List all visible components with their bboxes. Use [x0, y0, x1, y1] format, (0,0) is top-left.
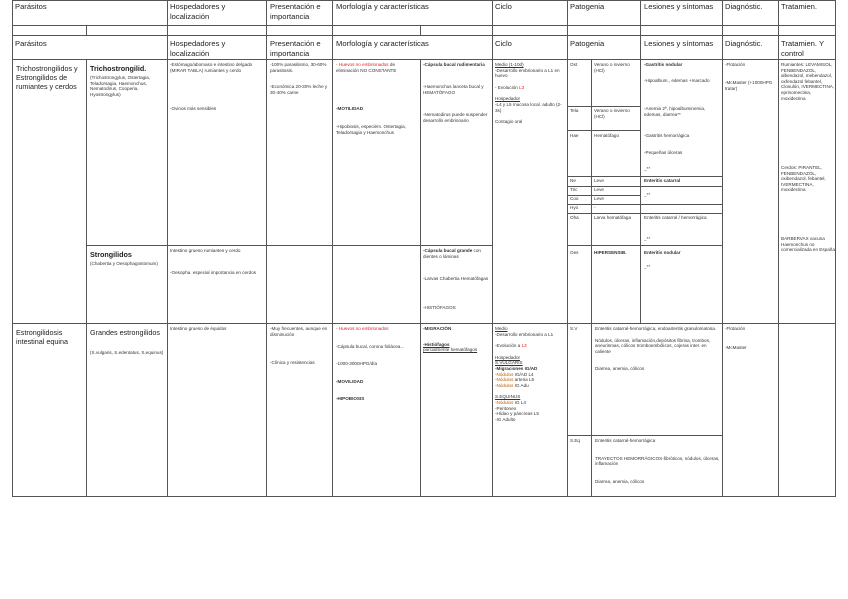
path-key-7: Oha — [570, 215, 579, 220]
header-patogenia: Patogenia — [570, 2, 605, 11]
group-trichostrongilidos: Trichostrongilidos y Estrongilidos de rumiantes y cerdos — [16, 64, 78, 91]
strong-host1: Intestino grueso rumiantes y cerdo — [170, 248, 241, 253]
path-val-4: Leve — [594, 187, 604, 192]
trich-pres1: -100% parasitismo, 30-60% parasitosis. — [270, 62, 327, 73]
header2-diagnostico: Diagnóstic. — [725, 39, 763, 48]
trich-host2: -Ovinos más sensibles — [170, 106, 217, 111]
path-val-7: Larva hematófaga — [594, 215, 632, 220]
header2-lesiones: Lesiones y síntomas — [644, 39, 714, 48]
path-val-6: - — [594, 205, 596, 210]
path-val-0: Verano o invierno (HCl) — [594, 62, 630, 73]
header2-parasitos: Parásitos — [15, 39, 47, 48]
path-val-3: Leve — [594, 178, 604, 183]
trich-nematodirus: -Nematodirus puede suspender desarrollo embrionario — [423, 112, 488, 123]
path-key-8: Oes — [570, 250, 579, 255]
header-hospedadores: Hospedadores y localización — [170, 2, 226, 21]
diag1-flotacion: -Flotación — [725, 62, 746, 67]
strong-title: Strongilidos — [90, 250, 132, 259]
patog-sv: S.V — [570, 326, 578, 331]
treat-cerdos: Cerdos: PIRANTEL, FENBENDAZOL, oxibendazol, febantel, IVERMECTINA, moxidectina — [781, 165, 826, 193]
header2-morfologia: Morfología y características — [336, 39, 429, 48]
header2-patogenia: Patogenia — [570, 39, 605, 48]
equina-title: Grandes estrongilidos — [90, 328, 160, 337]
path-key-3: Ne — [570, 178, 576, 183]
diag2-flotacion: -Flotación — [725, 326, 746, 331]
group-equina: Estrongilidosis intestinal equina — [16, 328, 68, 346]
lesion-5: -Pequeñas úlceras — [644, 150, 683, 155]
path-val-2: Hematófago — [594, 133, 620, 138]
lesiones-seq: Enteritis catarral-hemorrágica TRAYECTOS HEMORRÁGICOS-fibróticos, nódulos, úlceras, inflamación Diarrea, anemia, cólicos — [595, 438, 720, 484]
equina-migracion: -MIGRACIÓN -Histiófagos parcialmente hematófagos — [423, 326, 478, 353]
diag1-mcmaster: -McMaster (+1000HPG tratar) — [725, 80, 773, 91]
path-val-8: HIPERSENSIB. — [594, 250, 627, 255]
treat-barbervax: BARBERVAX vacuna Haemonchus no comercializada en España — [781, 236, 835, 253]
path-key-6: Hyo — [570, 205, 579, 210]
strong-host2: -Oesopha. especial importancia en cerdos — [170, 270, 257, 275]
header2-tratamiento: Tratamien. Y control — [781, 39, 824, 58]
strong-larvas: -Larvas Chabertia Hematófagas — [423, 276, 489, 281]
equina-pres2: -Clínica y resistencias — [270, 360, 315, 365]
equina-host: Intestino grueso de équidos — [170, 326, 227, 331]
lesion-2: -Hipoalbum., edemas +marcado — [644, 78, 710, 83]
strong-capsula: -Cápsula bucal grande con dientes o láminas — [423, 248, 481, 259]
lesion-12: _** — [644, 264, 651, 269]
path-key-1: Tela — [570, 108, 579, 113]
trich-morph: - Huevos no embrionados de eliminación NO CONSTANTE — [336, 62, 397, 73]
cycle2: Medio -Desarrollo embrionario a L1 -Evolución a L3 Hospedador S.VULGARIS -Migraciones IG/AD -Nódulos IG/AD L4 -Nódulos arteria L5 -Nódulos IG Adu S.EQUINUS -Nódulos IG L4 -Peritoneo -Hídao y páncreas L5 -IG Adulto — [495, 326, 554, 422]
trich-species: (Trichostrongylus, Ostertagia, Teladorsagia, Haemonchus, Nematodirus, Cooperia, Hyostrongylus) — [90, 75, 151, 97]
lesion-7: Enteritis catarral — [644, 178, 681, 183]
patog-seq: S.Eq — [570, 438, 580, 443]
header-lesiones: Lesiones y síntomas — [644, 2, 714, 11]
header-diagnostico: Diagnóstic. — [725, 2, 763, 11]
lesiones-sv: Enteritis catarral-hemorrágica, endoarteritis granulomatosa. Nódulos, úlceras, inflamación,depósitos fibrina, trombos, aneurismas, cólicos tromboembólicos, cojeras inter. en caliente Diarrea, anemia, cólicos — [595, 326, 717, 372]
path-key-0: Ost — [570, 62, 578, 67]
path-val-5: Leve — [594, 196, 604, 201]
header-tratamiento: Tratamien. — [781, 2, 818, 11]
trich-title: Trichostrongilid. — [90, 64, 147, 73]
trich-pres2: -Económica 20-30% leche y 30-40% carne — [270, 84, 328, 95]
lesion-9: Enteritis catarral / hemorrágica — [644, 215, 707, 220]
path-key-2: Hae — [570, 133, 579, 138]
lesion-4: -Gastritis hemorrágica — [644, 133, 690, 138]
equina-morph: - Huevos no embrionados -Cápsula bucal, corona foliácea... -1000-3000HPG/día -MOVILIDAD -HIPOBIOSIS — [336, 326, 405, 402]
lesion-10: _** — [644, 236, 651, 241]
header-parasitos: Parásitos — [15, 2, 47, 11]
cycle1: Medio (1-10d) -Desarrollo embrionario a L1 en huevo - Evolución L3 Hospedador -L4 y L5 mucosa local. adulto (2-3s) Contagio oral — [495, 62, 562, 125]
path-key-5: Coo — [570, 196, 579, 201]
lesion-6: _** — [644, 166, 651, 171]
lesion-3: -Anemia 2ª, hipoalbuminemia, edemas, diarrea** — [644, 106, 706, 117]
header-morfologia: Morfología y características — [336, 2, 429, 11]
trich-capsula: -Cápsula bucal rudimentaria — [423, 62, 485, 67]
equina-species: (S.vulgaris, S.edentatus, S.equinus) — [90, 350, 164, 355]
trich-haemonchus: -Haemonchus lanceta bucal y HEMATÓFAGO — [423, 84, 484, 95]
trich-motilidad: -MOTILIDAD — [336, 106, 364, 111]
diag2-mcmaster: -McMaster — [725, 345, 747, 350]
lesion-11: Enteritis nodular — [644, 250, 681, 255]
equina-pres1: -Muy frecuentes, aunque en disminución — [270, 326, 328, 337]
path-key-4: Tric — [570, 187, 578, 192]
strong-species: (Chabertia y Oesophagostomum) — [90, 261, 158, 266]
trich-host1: -Estómago/abomaso e intestino delgado (MIRAR TABLA) rumiantes y cerdo — [170, 62, 253, 73]
strong-histiofagos: -HISTIÓFAGOS — [423, 305, 456, 310]
header-presentacion: Presentación e importancia — [270, 2, 321, 21]
trich-hipobiosis: -Hipobiosis, especiém. Ostertagia, Teladorsagia y Haemonchus — [336, 124, 406, 135]
path-val-1: Verano o invierno (HCl) — [594, 108, 630, 119]
header-ciclo: Ciclo — [495, 2, 512, 11]
header2-ciclo: Ciclo — [495, 39, 512, 48]
treat-rumiantes: Rumiantes: LEVAMISOL, FENBENDAZOL, albendazol, mebendazol, oxfendazol febantel, Closulón, IVERMECTINA, eprinomectina, moxidectina — [781, 62, 835, 101]
lesion-8: _** — [644, 192, 651, 197]
lesion-1: -Gastritis nodular — [644, 62, 683, 67]
header2-hospedadores: Hospedadores y localización — [170, 39, 226, 58]
header2-presentacion: Presentación e importancia — [270, 39, 321, 58]
